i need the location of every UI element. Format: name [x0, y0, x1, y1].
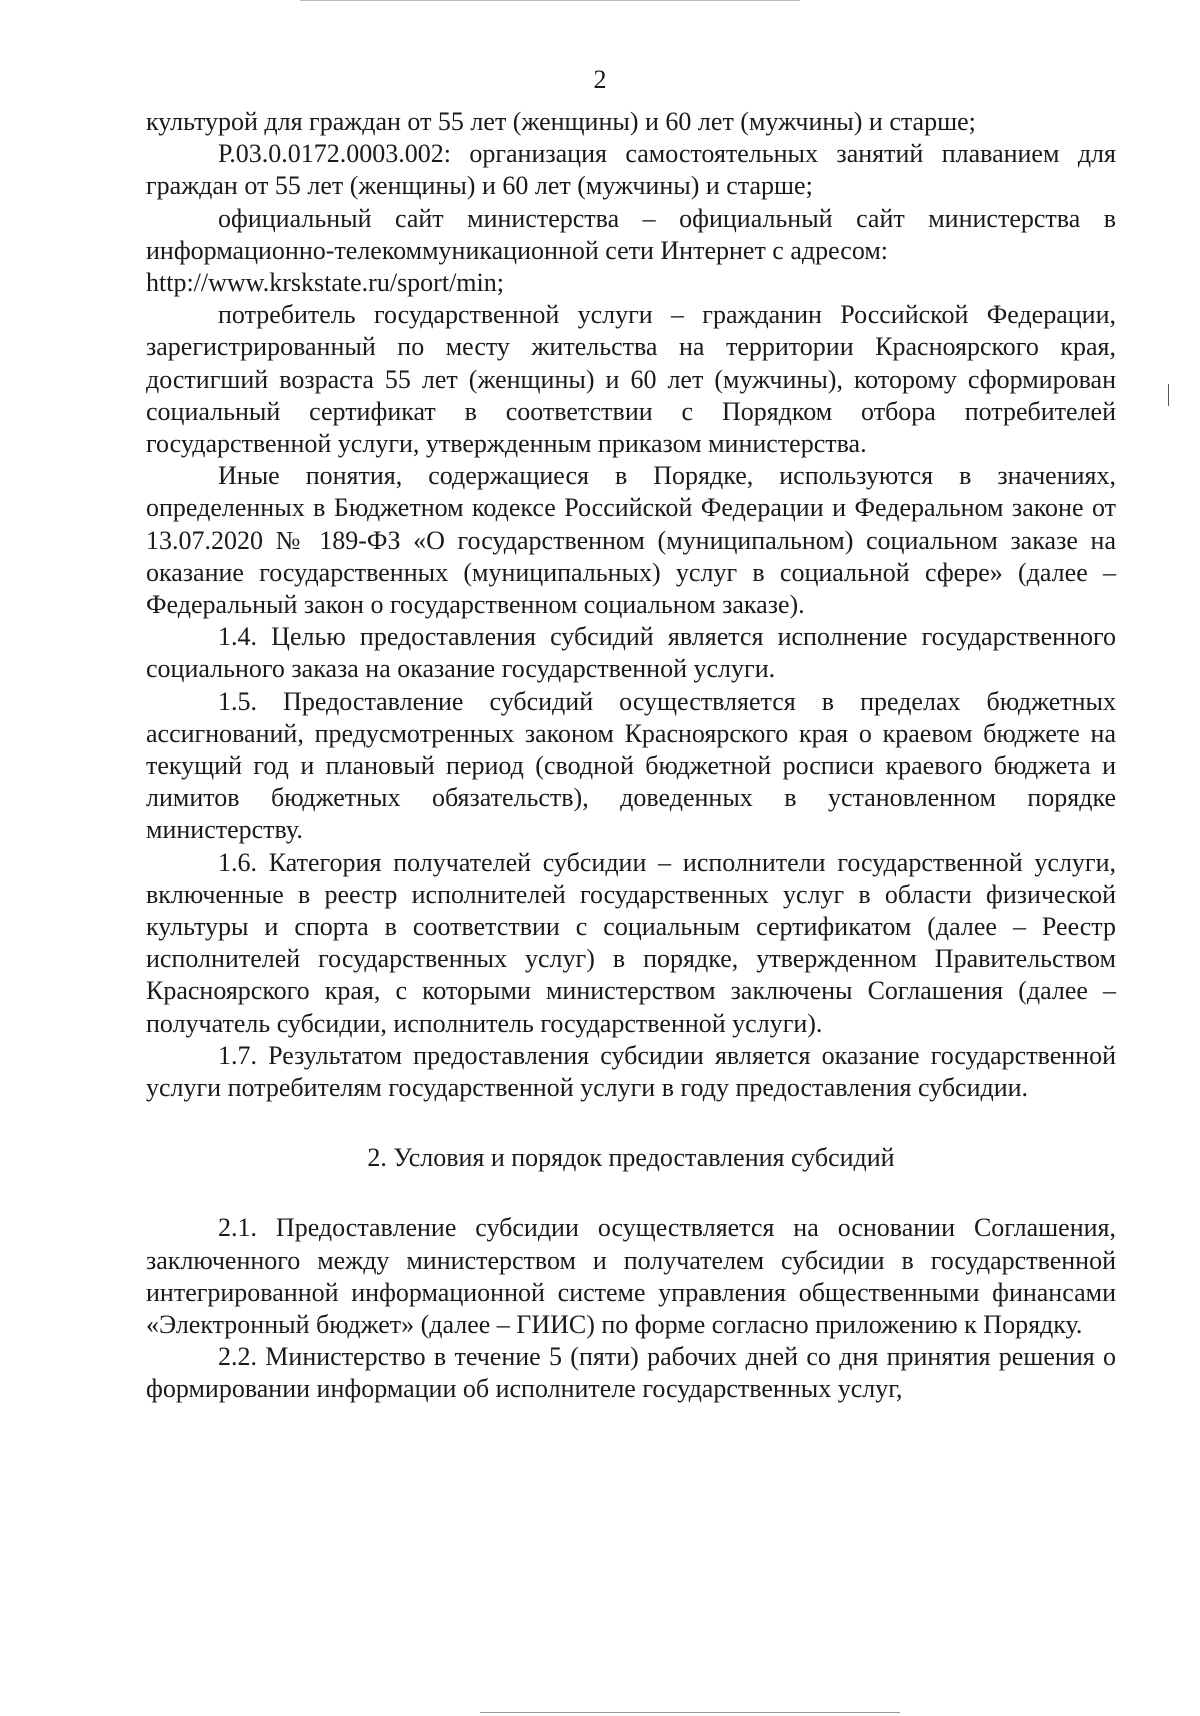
- scan-artifact-margin-line: [1168, 384, 1169, 406]
- document-body: [146, 106, 1116, 1406]
- paragraph-official-site: официальный сайт министерства – официальный сайт министерства в информационно-телекоммуникационной сети Интернет с адресом:: [146, 203, 1116, 265]
- paragraph-1-5: 1.5. Предоставление субсидий осуществляется в пределах бюджетных ассигнований, предусмотренных законом Красноярского края о краевом бюджете на текущий год и плановый период (сводной бюджетной росписи краевого бюджета и лимитов бюджетных обязательств), доведенных в установленном порядке министерству.: [146, 686, 1116, 845]
- paragraph-2-2: 2.2. Министерство в течение 5 (пяти) рабочих дней со дня принятия решения о формировании информации об исполнителе государственных услуг,: [146, 1342, 1116, 1404]
- page-number: 2: [593, 65, 607, 94]
- official-site-url: http://www.krskstate.ru/sport/min;: [146, 268, 504, 298]
- scan-artifact-top-edge: [300, 0, 800, 1]
- paragraph-swimming-code: Р.03.0.0172.0003.002: организация самостоятельных занятий плаванием для граждан от 55 лет (женщины) и 60 лет (мужчины) и старше;: [146, 139, 1116, 201]
- section-2-heading: 2. Условия и порядок предоставления субсидий: [367, 1143, 895, 1173]
- scan-artifact-bottom-edge: [480, 1712, 900, 1713]
- paragraph-1-6: 1.6. Категория получателей субсидии – исполнители государственной услуги, включенные в реестр исполнителей государственных услуг в области физической культуры и спорта в соответствии с социальным сертификатом (далее – Реестр исполнителей государственных услуг) в порядке, утвержденном Правительством Красноярского края, с которыми министерством заключены Соглашения (далее – получатель субсидии, исполнитель государственной услуги).: [146, 847, 1116, 1038]
- paragraph-continuation: культурой для граждан от 55 лет (женщины) и 60 лет (мужчины) и старше;: [146, 107, 976, 136]
- paragraph-consumer-definition: потребитель государственной услуги – гражданин Российской Федерации, зарегистрированный по месту жительства на территории Красноярского края, достигший возраста 55 лет (женщины) и 60 лет (мужчины), которому сформирован социальный сертификат в соответствии с Порядком отбора потребителей государственной услуги, утвержденным приказом министерства.: [146, 300, 1116, 459]
- paragraph-other-terms: Иные понятия, содержащиеся в Порядке, используются в значениях, определенных в Бюджетном кодексе Российской Федерации и Федеральном законе от 13.07.2020 № 189-ФЗ «О государственном (муниципальном) социальном заказе на оказание государственных (муниципальных) услуг в социальной сфере» (далее – Федеральный закон о государственном социальном заказе).: [146, 461, 1116, 620]
- paragraph-1-7: 1.7. Результатом предоставления субсидии является оказание государственной услуги потребителям государственной услуги в году предоставления субсидии.: [146, 1040, 1116, 1103]
- paragraph-2-1: 2.1. Предоставление субсидии осуществляется на основании Соглашения, заключенного между министерством и получателем субсидии в государственной интегрированной информационной системе управления общественными финансами «Электронный бюджет» (далее – ГИИС) по форме согласно приложению к Порядку.: [146, 1213, 1116, 1339]
- paragraph-1-4: 1.4. Целью предоставления субсидий является исполнение государственного социального заказа на оказание государственной услуги.: [146, 622, 1116, 684]
